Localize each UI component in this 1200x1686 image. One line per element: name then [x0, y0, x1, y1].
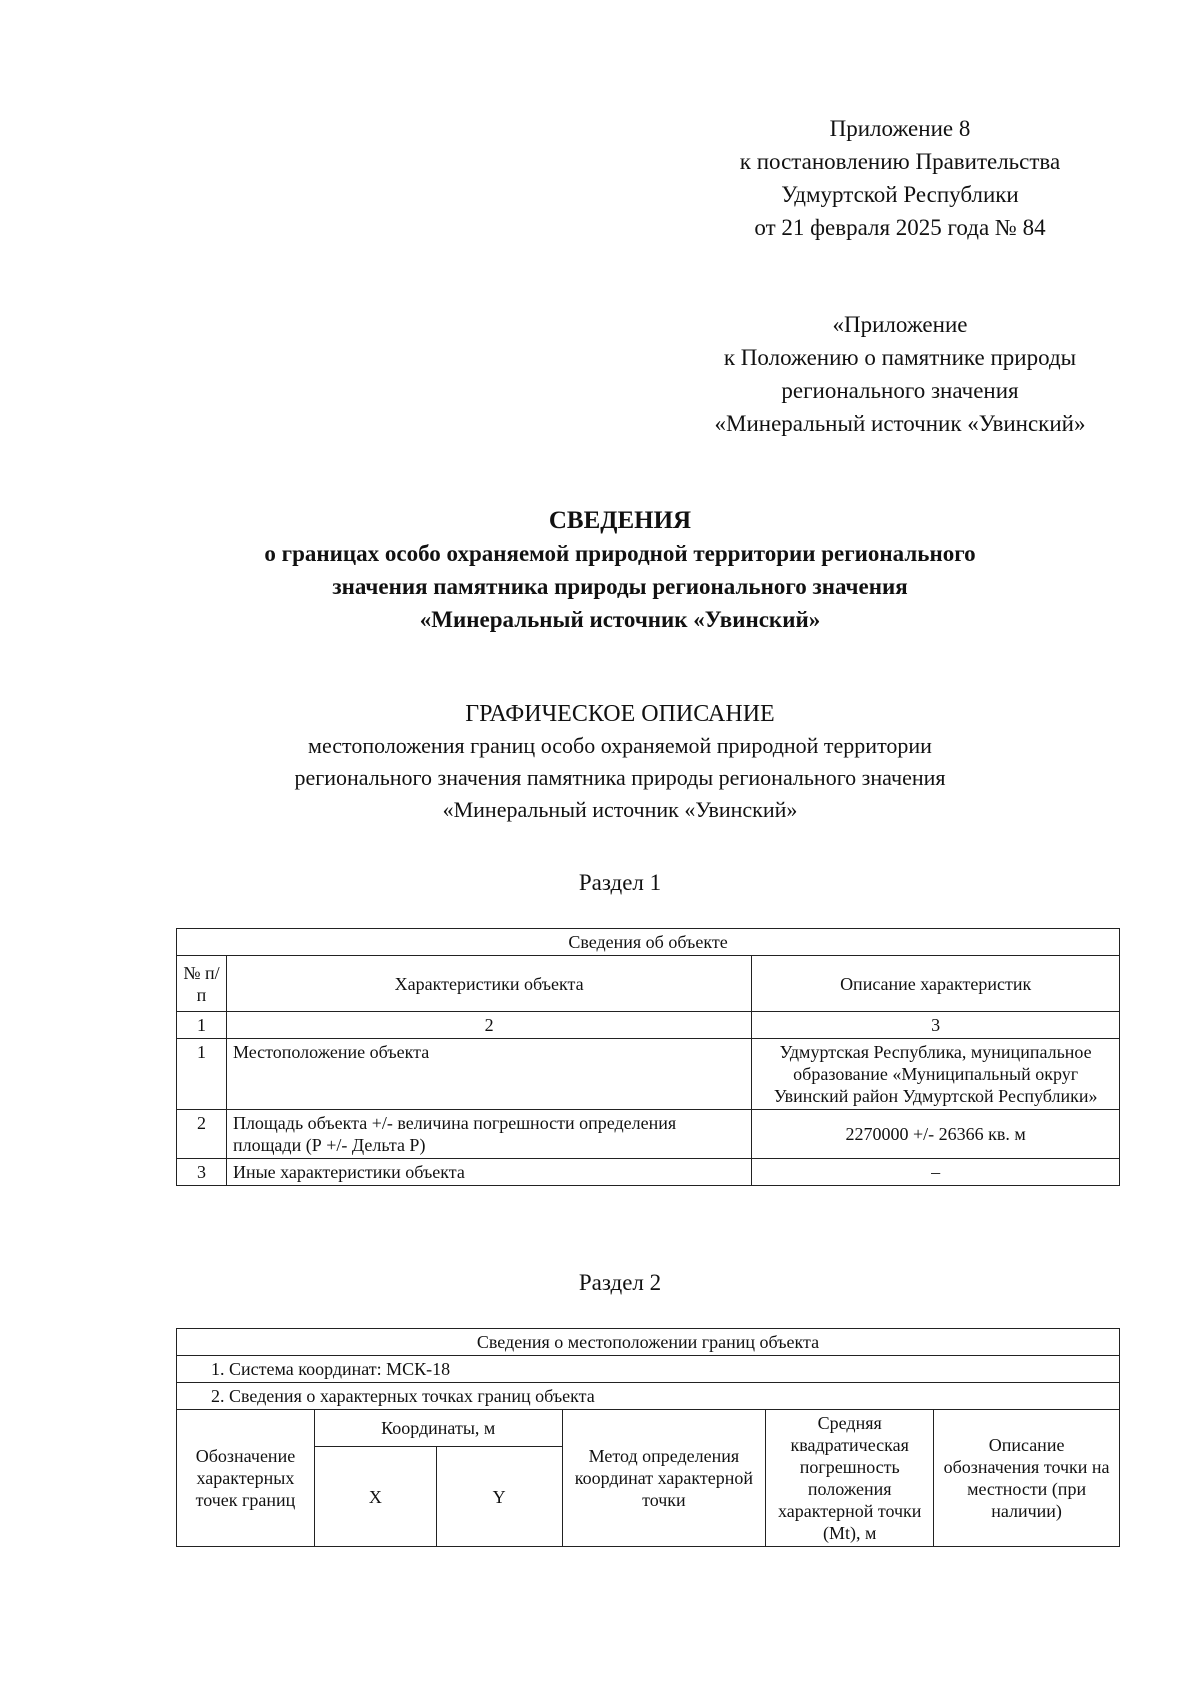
row-number: 1: [177, 1039, 227, 1110]
header-method: Метод определения координат характерной точки: [562, 1410, 766, 1547]
appendix-line: Приложение 8: [829, 116, 971, 141]
row-description: Удмуртская Республика, муниципальное образование «Муниципальный округ Увинский район Удмуртской Республики»: [752, 1039, 1120, 1110]
row-characteristic: Местоположение объекта: [226, 1039, 751, 1110]
row-number: 3: [177, 1159, 227, 1186]
table-row: [177, 1039, 1120, 1110]
section1-title: Раздел 1: [578, 870, 662, 895]
appendix-line: к постановлению Правительства: [739, 149, 1061, 174]
header-point-description: Описание обозначения точки на местности (при наличии): [934, 1410, 1120, 1547]
graphic-description-line: «Минеральный источник «Увинский»: [442, 797, 798, 822]
quoted-appendix-line: регионального значения: [781, 378, 1019, 403]
header-x: X: [314, 1447, 436, 1547]
row-number: 2: [177, 1110, 227, 1159]
quoted-appendix-header: [635, 308, 1165, 440]
svedenia-heading: [160, 504, 1080, 636]
row-description: –: [752, 1159, 1120, 1186]
row-description: 2270000 +/- 26366 кв. м: [752, 1110, 1120, 1159]
appendix-line: Удмуртской Республики: [781, 182, 1019, 207]
section2-title: Раздел 2: [578, 1270, 662, 1295]
quoted-appendix-line: к Положению о памятнике природы: [723, 345, 1077, 370]
appendix-header: [690, 112, 1110, 244]
column-number: 2: [226, 1012, 751, 1039]
points-caption: 2. Сведения о характерных точках границ объекта: [177, 1383, 1120, 1410]
quoted-appendix-line: «Приложение: [832, 312, 968, 337]
appendix-line: от 21 февраля 2025 года № 84: [754, 215, 1046, 240]
graphic-description-line: регионального значения памятника природы регионального значения: [294, 765, 946, 790]
graphic-description-line: местоположения границ особо охраняемой природной территории: [308, 733, 932, 758]
boundary-table: [176, 1328, 1120, 1547]
svedenia-line: «Минеральный источник «Увинский»: [419, 607, 821, 632]
header-y: Y: [436, 1447, 562, 1547]
svedenia-line: о границах особо охраняемой природной территории регионального: [264, 541, 976, 566]
header-description: Описание характеристик: [752, 956, 1120, 1012]
header-characteristic: Характеристики объекта: [226, 956, 751, 1012]
header-number: № п/п: [177, 956, 227, 1012]
table-row: [177, 1159, 1120, 1186]
header-designation: Обозначение характерных точек границ: [177, 1410, 315, 1547]
coord-system: 1. Система координат: МСК-18: [177, 1356, 1120, 1383]
graphic-description-heading: [160, 698, 1080, 826]
quoted-appendix-line: «Минеральный источник «Увинский»: [714, 411, 1086, 436]
column-number: 3: [752, 1012, 1120, 1039]
header-error: Средняя квадратическая погрешность положения характерной точки (Мt), м: [766, 1410, 934, 1547]
row-characteristic: Иные характеристики объекта: [226, 1159, 751, 1186]
table-row: [177, 1110, 1120, 1159]
table-caption: Сведения об объекте: [177, 929, 1120, 956]
header-coordinates: Координаты, м: [314, 1410, 562, 1447]
graphic-description-title: ГРАФИЧЕСКОЕ ОПИСАНИЕ: [465, 701, 775, 727]
column-number: 1: [177, 1012, 227, 1039]
svedenia-title: СВЕДЕНИЯ: [548, 507, 692, 534]
object-info-table: [176, 928, 1120, 1186]
boundary-table-caption: Сведения о местоположении границ объекта: [177, 1329, 1120, 1356]
row-characteristic: Площадь объекта +/- величина погрешности определения площади (Р +/- Дельта Р): [226, 1110, 751, 1159]
svedenia-line: значения памятника природы регионального значения: [332, 574, 908, 599]
